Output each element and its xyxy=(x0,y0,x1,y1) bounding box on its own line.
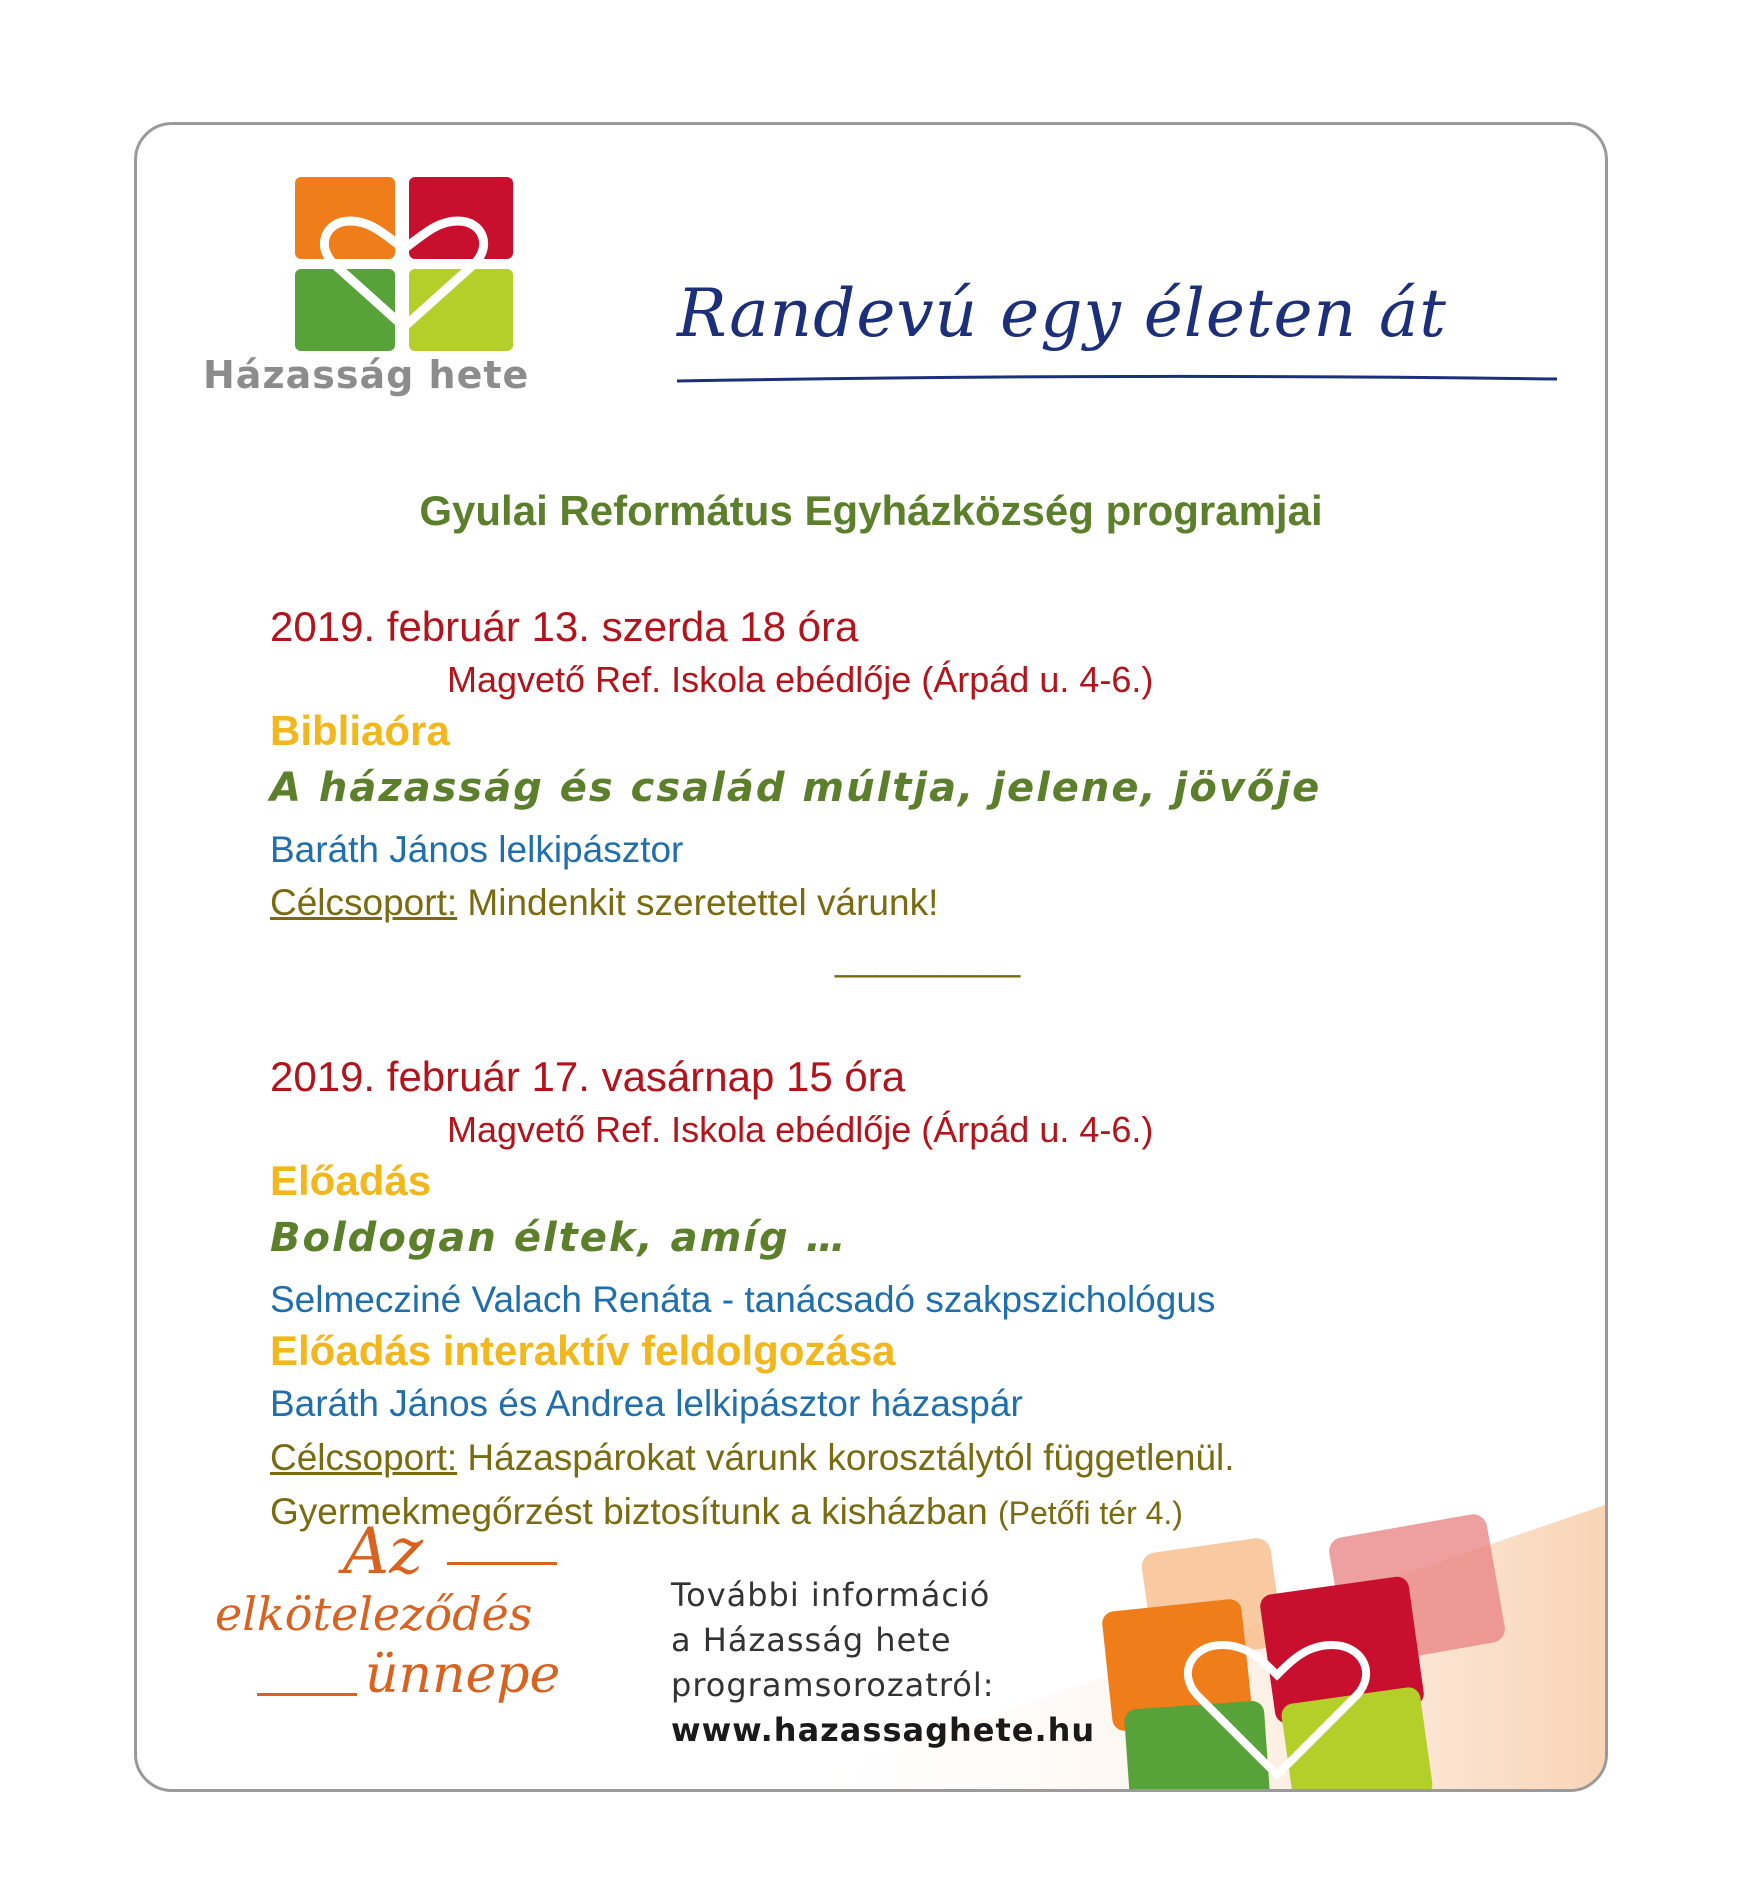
footer-script-unnepe: ünnepe xyxy=(365,1645,561,1705)
event-speaker-secondary: Baráth János és Andrea lelkipásztor házaspár xyxy=(270,1383,1023,1424)
event-title: Boldogan éltek, amíg … xyxy=(270,1215,848,1261)
childcare-text: Gyermekmegőrzést biztosítunk a kisházban xyxy=(270,1491,988,1532)
target-text: Mindenkit szeretettel várunk! xyxy=(457,882,939,923)
event-date: 2019. február 17. vasárnap 15 óra xyxy=(270,1053,906,1100)
script-line-bottom xyxy=(257,1693,357,1696)
info-line: További információ xyxy=(671,1576,991,1614)
poster-frame xyxy=(134,122,1608,1792)
footer-script-elkotelezodes: elköteleződés xyxy=(215,1587,533,1641)
target-text: Házaspárokat várunk korosztálytól függetlenül. xyxy=(457,1437,1235,1478)
footer-script-az: Az xyxy=(343,1515,423,1589)
script-line-top xyxy=(447,1562,557,1565)
info-line: programsorozatról: xyxy=(671,1666,995,1704)
event-target-group xyxy=(270,882,938,924)
event-target-group xyxy=(270,1437,1235,1479)
slogan: Randevú egy életen át xyxy=(677,275,1447,352)
info-line: a Házasság hete xyxy=(671,1621,952,1659)
event-place: Magvető Ref. Iskola ebédlője (Árpád u. 4-6.) xyxy=(447,1109,1154,1150)
page-heading: Gyulai Református Egyházközség programjai xyxy=(419,487,1323,534)
target-label: Célcsoport: xyxy=(270,1437,458,1478)
event-type-secondary: Előadás interaktív feldolgozása xyxy=(270,1327,896,1374)
event-title: A házasság és család múltja, jelene, jövője xyxy=(270,765,1322,811)
event-place: Magvető Ref. Iskola ebédlője (Árpád u. 4-6.) xyxy=(447,659,1154,700)
target-label: Célcsoport: xyxy=(270,882,458,923)
event-date: 2019. február 13. szerda 18 óra xyxy=(270,603,859,650)
hazassag-hete-logo-mark xyxy=(295,177,513,351)
footer-info xyxy=(671,1573,1095,1753)
childcare-place: (Petőfi tér 4.) xyxy=(998,1495,1183,1531)
event-type: Bibliaóra xyxy=(270,707,450,754)
event-speaker: Baráth János lelkipásztor xyxy=(270,829,684,870)
event-type: Előadás xyxy=(270,1157,432,1204)
logo-text: Házasság hete xyxy=(203,353,530,397)
separator: _________ xyxy=(835,937,1021,978)
slogan-underline xyxy=(677,373,1557,385)
website-link[interactable]: www.hazassaghete.hu xyxy=(671,1711,1096,1749)
event-speaker: Selmecziné Valach Renáta - tanácsadó szakpszichológus xyxy=(270,1279,1216,1320)
